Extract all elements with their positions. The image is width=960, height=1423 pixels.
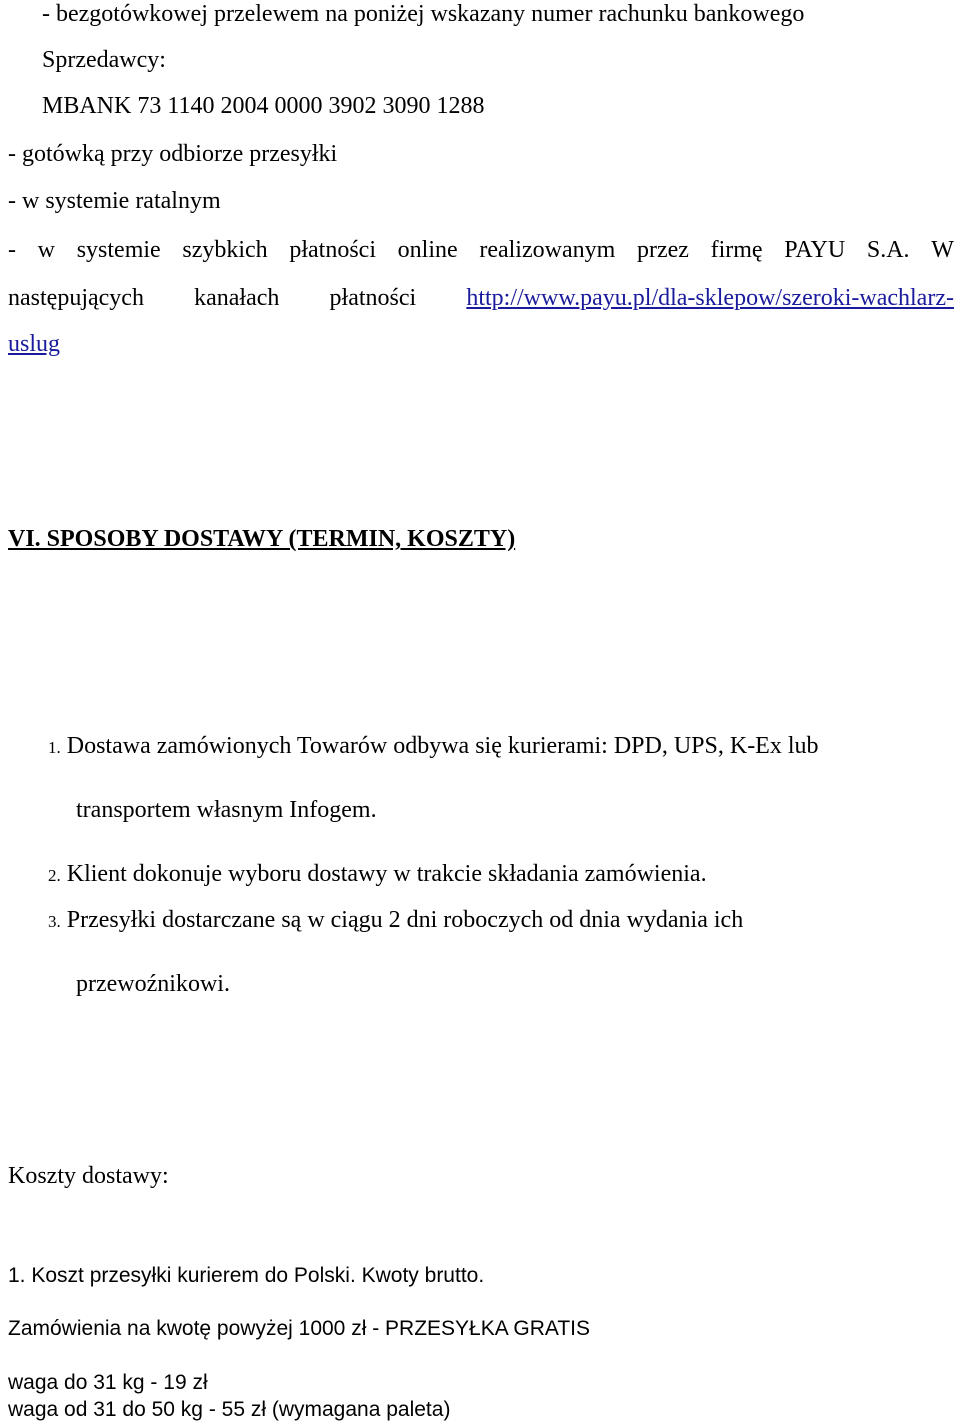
word: następujących [8, 285, 144, 311]
list-item-text: Klient dokonuje wyboru dostawy w trakcie składania zamówienia. [66, 861, 707, 887]
section-title: VI. SPOSOBY DOSTAWY (TERMIN, KOSZTY) [8, 526, 516, 552]
word: płatności [329, 285, 417, 311]
word: S.A. [866, 237, 910, 263]
costs-line-free-shipping: Zamówienia na kwotę powyżej 1000 zł - PRZESYŁKA GRATIS [8, 1317, 591, 1340]
costs-heading: Koszty dostawy: [8, 1163, 169, 1189]
payment-transfer-line: - bezgotówkowej przelewem na poniżej wskazany numer rachunku bankowego [42, 1, 805, 27]
payment-fast-online-line [8, 236, 954, 264]
payu-link-part2[interactable]: uslug [8, 331, 61, 357]
word: PAYU [784, 237, 846, 263]
word: szybkich [182, 237, 268, 263]
word: firmę [710, 237, 763, 263]
payment-installments-line: - w systemie ratalnym [8, 188, 221, 214]
costs-line-courier: 1. Koszt przesyłki kurierem do Polski. Kwoty brutto. [8, 1264, 485, 1287]
word: - [8, 237, 16, 263]
list-number: 1. [48, 738, 61, 757]
word: W [931, 237, 954, 263]
word: online [397, 237, 458, 263]
word: realizowanym [479, 237, 616, 263]
delivery-item-1 [48, 732, 819, 762]
word: kanałach [194, 285, 280, 311]
bank-account-number: MBANK 73 1140 2004 0000 3902 3090 1288 [42, 93, 485, 119]
delivery-item-2 [48, 860, 707, 890]
word: płatności [289, 237, 376, 263]
list-item-text: Dostawa zamówionych Towarów odbywa się kurierami: DPD, UPS, K-Ex lub [66, 733, 819, 759]
payment-seller-label: Sprzedawcy: [42, 47, 166, 73]
delivery-item-3 [48, 906, 743, 936]
costs-line-weight-31: waga do 31 kg - 19 zł [8, 1371, 208, 1394]
payment-channels-line [8, 284, 954, 312]
list-item-text: Przesyłki dostarczane są w ciągu 2 dni roboczych od dnia wydania ich [66, 907, 744, 933]
word: przez [636, 237, 689, 263]
list-number: 3. [48, 912, 61, 931]
word: w [37, 237, 56, 263]
payment-cash-line: - gotówką przy odbiorze przesyłki [8, 141, 338, 167]
list-number: 2. [48, 866, 61, 885]
delivery-item-3-continuation: przewoźnikowi. [76, 971, 230, 997]
costs-line-weight-50: waga od 31 do 50 kg - 55 zł (wymagana paleta) [8, 1398, 451, 1421]
payu-link-part1[interactable]: http://www.payu.pl/dla-sklepow/szeroki-wachlarz- [466, 285, 954, 311]
word: systemie [76, 237, 161, 263]
delivery-item-1-continuation: transportem własnym Infogem. [76, 797, 377, 823]
